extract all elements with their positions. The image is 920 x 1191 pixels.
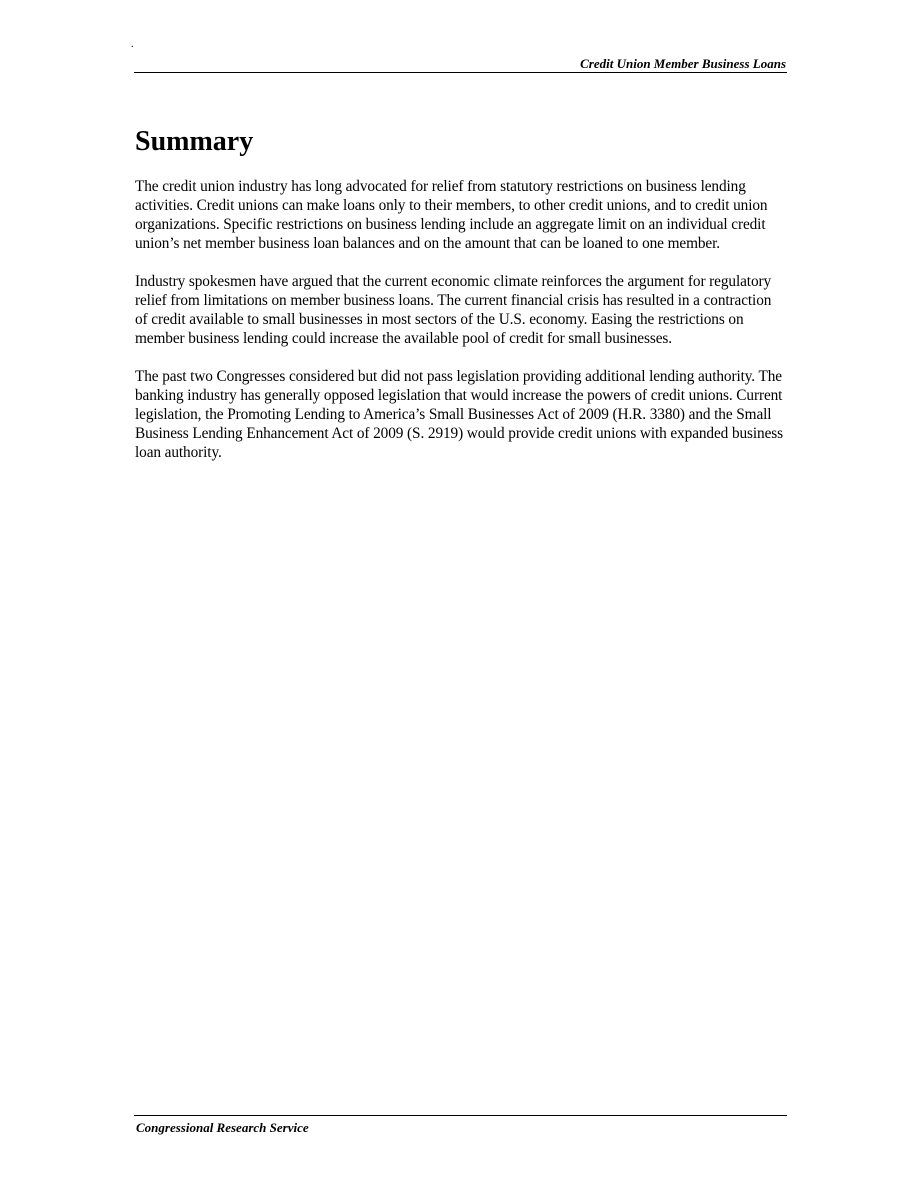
summary-paragraph-1: The credit union industry has long advocated for relief from statutory restrictions on business lending activities. Credit unions can make loans only to their members, to other credit unions, and to credit union organizations. Specific restrictions on business lending include an aggregate limit on an individual credit union’s net member business loan balances and on the amount that can be loaned to one member.: [135, 178, 768, 252]
footer-text: Congressional Research Service: [136, 1120, 309, 1135]
page-title: Summary: [135, 126, 254, 157]
header-mark: .: [131, 39, 134, 50]
footer-divider: [134, 1115, 787, 1116]
summary-paragraph-3: The past two Congresses considered but did not pass legislation providing additional lending authority. The banking industry has generally opposed legislation that would increase the powers of credit unions. Current legislation, the Promoting Lending to America’s Small Businesses Act of 2009 (H.R. 3380) and the Small Business Lending Enhancement Act of 2009 (S. 2919) would provide credit unions with expanded business loan authority.: [135, 368, 783, 461]
summary-paragraph-2: Industry spokesmen have argued that the current economic climate reinforces the argument for regulatory relief from limitations on member business loans. The current financial crisis has resulted in a contraction of credit available to small businesses in most sectors of the U.S. economy. Easing the restrictions on member business lending could increase the available pool of credit for small businesses.: [135, 273, 772, 347]
summary-body: [135, 177, 787, 481]
header-divider: [134, 72, 787, 73]
running-header: Credit Union Member Business Loans: [580, 56, 786, 71]
